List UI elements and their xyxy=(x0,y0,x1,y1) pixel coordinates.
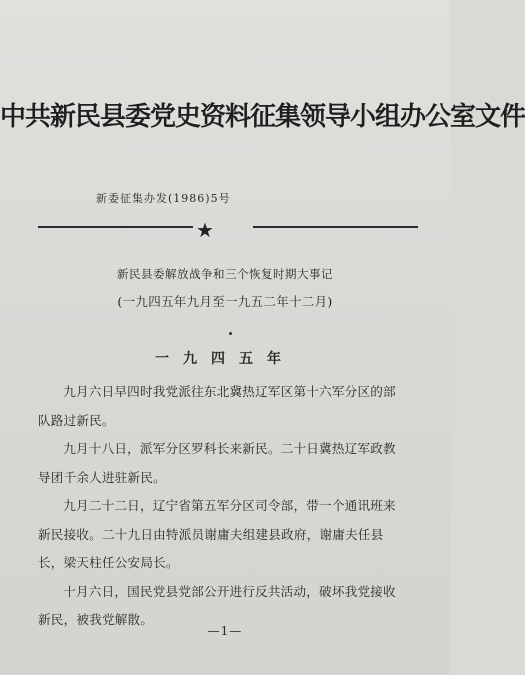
body-paragraph: 九月六日早四时我党派往东北冀热辽军区第十六军分区的部队路过新民。 xyxy=(38,384,396,428)
document-header-title: 中共新民县委党史资料征集领导小组办公室文件 xyxy=(0,102,525,132)
body-paragraph: 九月二十二日，辽宁省第五军分区司令部，带一个通讯班来新民接收。二十九日由特派员谢庸夫组建县政府，谢庸夫任县长，梁天柱任公安局长。 xyxy=(38,498,396,570)
body-paragraph: 九月十八日，派军分区罗科长来新民。二十日冀热辽军政教导团千余人进驻新民。 xyxy=(38,441,396,485)
document-body xyxy=(38,378,400,635)
star-icon: ★ xyxy=(196,218,214,242)
divider-line-right xyxy=(253,226,418,228)
page-number: —1— xyxy=(207,624,243,638)
divider-line-left xyxy=(38,226,193,228)
document-number: 新委征集办发(1986)5号 xyxy=(96,192,231,205)
document-date-range: (一九四五年九月至一九五二年十二月) xyxy=(117,294,333,309)
dot-mark xyxy=(229,332,232,335)
year-heading: 一九四五年 xyxy=(155,351,295,367)
header-divider xyxy=(38,218,418,242)
document-subject: 新民县委解放战争和三个恢复时期大事记 xyxy=(117,267,333,281)
body-paragraph: 十月六日，国民党县党部公开进行反共活动，破坏我党接收新民，被我党解散。 xyxy=(38,583,396,627)
